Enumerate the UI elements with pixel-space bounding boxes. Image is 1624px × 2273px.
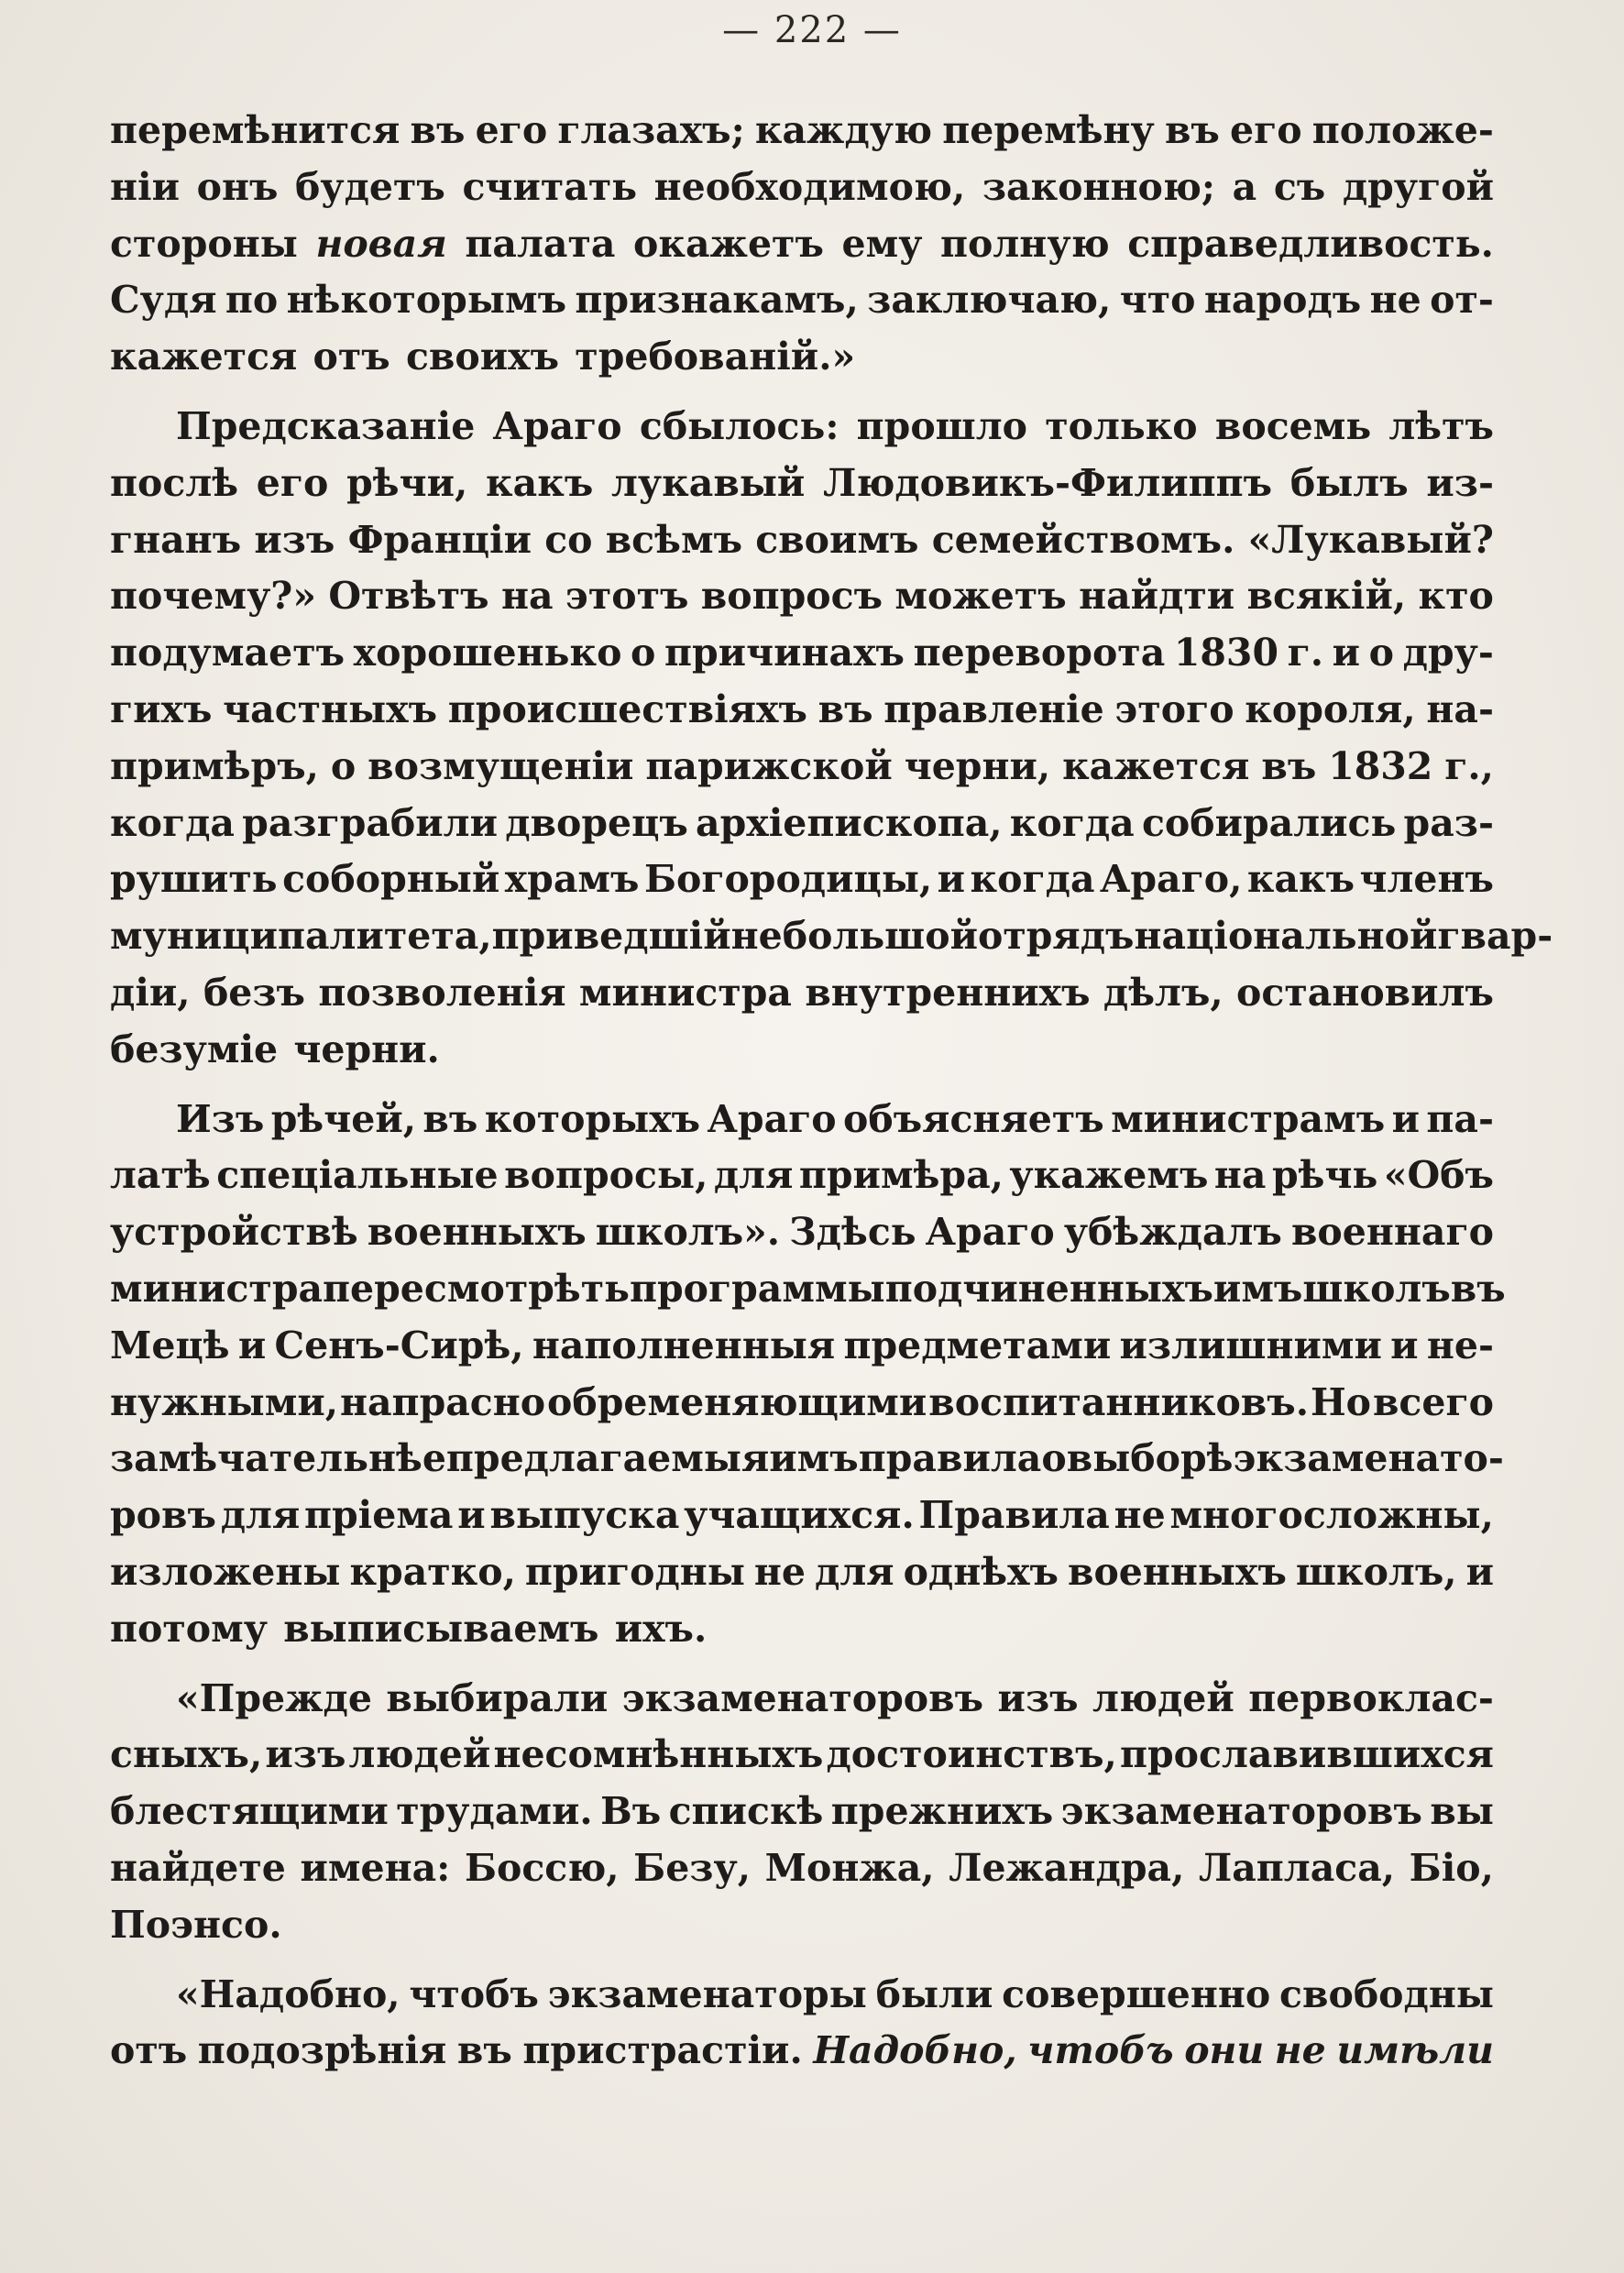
word: хорошенько: [353, 631, 622, 675]
word: Изъ: [176, 1096, 265, 1141]
word: когда: [1009, 800, 1135, 845]
word: пересмотрѣть: [323, 1266, 630, 1311]
word: и: [457, 1493, 486, 1538]
word: рѣчи,: [346, 460, 468, 505]
word: раз-: [1403, 800, 1494, 845]
word: школъ: [1302, 1266, 1451, 1311]
text-line: [110, 1601, 1494, 1658]
word: когда: [110, 800, 235, 845]
word: Здѣсь: [789, 1210, 916, 1255]
word: вопросы,: [504, 1153, 708, 1198]
text-line: [110, 1897, 1494, 1954]
word: многосложны,: [1169, 1493, 1494, 1538]
paragraph-gap: [110, 1079, 1494, 1092]
word: излишними: [1119, 1323, 1382, 1367]
word: которыхъ: [484, 1096, 701, 1141]
word: кратко,: [349, 1549, 516, 1594]
word: полную: [940, 221, 1110, 266]
word: экзаменаторовъ: [1060, 1789, 1422, 1834]
word: Судя: [110, 278, 217, 323]
word: прежнихъ: [830, 1789, 1054, 1834]
word: дворецъ: [505, 800, 688, 845]
word: замѣчательнѣе: [110, 1436, 446, 1481]
word: латѣ: [110, 1153, 211, 1198]
word: черни.: [293, 1027, 440, 1071]
word: устройствѣ: [110, 1210, 358, 1255]
word: о: [631, 631, 656, 675]
word: рѣчь: [1271, 1153, 1378, 1198]
word: «Объ: [1383, 1153, 1494, 1198]
word: подозрѣнія: [197, 2028, 447, 2073]
word: частныхъ: [223, 686, 438, 731]
text-line: [110, 1488, 1494, 1544]
word: въ: [1261, 743, 1317, 788]
word: наполненныя: [532, 1323, 836, 1367]
word: программы: [629, 1266, 885, 1311]
word: короля,: [1245, 686, 1416, 731]
word: считать: [462, 164, 638, 209]
text-line: [110, 1431, 1504, 1488]
word: въ: [456, 2028, 512, 2073]
word: гнанъ: [110, 517, 242, 562]
word: достоинствъ,: [826, 1732, 1117, 1777]
text-line: [110, 399, 1494, 456]
word: какъ: [486, 460, 594, 505]
word: народъ: [1203, 278, 1362, 323]
word: позволенія: [318, 970, 566, 1015]
word: парижской: [645, 743, 893, 788]
word: и: [237, 1323, 267, 1367]
text-line: [110, 1967, 1494, 2024]
word: министра: [578, 970, 792, 1015]
word: гвар-: [1437, 914, 1553, 959]
text-line: [110, 272, 1494, 329]
word: о: [1368, 631, 1395, 675]
word: выписываемъ: [283, 1606, 599, 1651]
word: выпуска: [489, 1493, 680, 1538]
text-line: [110, 216, 1494, 273]
word: военныхъ: [1067, 1549, 1287, 1594]
text-line: [110, 1840, 1494, 1897]
word: этотъ: [565, 574, 689, 619]
word: Лапласа,: [1198, 1845, 1396, 1890]
word: военнаго: [1290, 1210, 1494, 1255]
word: о: [1041, 1436, 1067, 1481]
word: дру-: [1402, 631, 1494, 675]
word: что: [1119, 278, 1196, 323]
text-line: [110, 512, 1494, 569]
word: соборный: [282, 857, 500, 902]
word: другой: [1342, 164, 1494, 209]
word: Сенъ-Сирѣ,: [274, 1323, 524, 1367]
text-line: [110, 2023, 1494, 2080]
word: признакамъ,: [575, 278, 859, 323]
word: потому: [110, 1606, 268, 1651]
word: на: [500, 574, 554, 619]
word: министрамъ: [1111, 1096, 1386, 1141]
word: кажется: [1062, 743, 1250, 788]
word: своихъ: [405, 335, 560, 379]
word: кто: [1418, 574, 1494, 619]
word: они: [1184, 2028, 1265, 2073]
word: людей: [1092, 1675, 1234, 1720]
word: Безу,: [633, 1845, 751, 1890]
word: съ: [1273, 164, 1326, 209]
word: спискѣ: [668, 1789, 824, 1834]
word: гихъ: [110, 686, 213, 731]
word: небольшой: [730, 914, 978, 959]
word: имѣли: [1336, 2028, 1494, 2073]
word: а: [1232, 164, 1257, 209]
word: въ: [817, 686, 873, 731]
word: перемѣну: [942, 108, 1155, 152]
paragraph: [110, 103, 1494, 386]
text-line: [110, 1727, 1494, 1784]
word: внутреннихъ: [805, 970, 1091, 1015]
word: по: [225, 278, 279, 323]
word: для: [815, 1549, 894, 1594]
paragraph-gap: [110, 386, 1494, 399]
word: имена:: [300, 1845, 451, 1890]
word: 1830: [1173, 631, 1278, 675]
word: ихъ.: [614, 1606, 708, 1651]
word: въ: [1164, 108, 1220, 152]
word: послѣ: [110, 460, 239, 505]
word: были: [875, 1971, 993, 2016]
word: ровъ: [110, 1493, 216, 1538]
word: его: [1230, 108, 1302, 152]
word: безуміе: [110, 1027, 279, 1071]
word: каждую: [754, 108, 933, 152]
word: и: [937, 857, 966, 902]
word: Отвѣтъ: [328, 574, 489, 619]
word: всякій,: [1246, 574, 1407, 619]
word: «Лукавый?: [1247, 517, 1494, 562]
text-line: [110, 1204, 1494, 1261]
word: въ: [1450, 1266, 1506, 1311]
text-line: [110, 1784, 1494, 1840]
text-line: [110, 965, 1494, 1022]
word: черни,: [904, 743, 1051, 788]
word: имъ: [1213, 1266, 1303, 1311]
word: Монжа,: [764, 1845, 935, 1890]
word: найдти: [1079, 574, 1235, 619]
word: правленіе: [883, 686, 1104, 731]
word: глазахъ;: [557, 108, 745, 152]
word: ему: [841, 221, 923, 266]
word: школъ».: [595, 1210, 781, 1255]
word: вопросъ: [700, 574, 883, 619]
word: происшествіяхъ: [447, 686, 807, 731]
word: Боссю,: [464, 1845, 620, 1890]
word: экзаменаторы: [547, 1971, 867, 2016]
word: палата: [465, 221, 616, 266]
word: когда: [970, 857, 1095, 902]
text-line: [110, 1671, 1494, 1728]
word: новая: [315, 221, 447, 266]
word: Араго,: [1099, 857, 1243, 902]
word: въ: [410, 108, 466, 152]
word: несомнѣнныхъ: [493, 1732, 824, 1777]
word: примѣра,: [798, 1153, 1004, 1198]
word: г.: [1287, 631, 1324, 675]
word: Франціи: [347, 517, 532, 562]
word: для: [220, 1493, 301, 1538]
word: отъ: [110, 2028, 188, 2073]
word: г.,: [1444, 743, 1494, 788]
word: безъ: [203, 970, 305, 1015]
body-text: [110, 103, 1553, 2080]
text-line: [110, 739, 1494, 796]
word: предметами: [843, 1323, 1112, 1367]
word: сбылось:: [639, 403, 839, 448]
word: ніи: [110, 164, 180, 209]
word: Предсказаніе: [176, 403, 476, 448]
word: Людовикъ-Филиппъ: [823, 460, 1273, 505]
word: со: [544, 517, 593, 562]
word: не-: [1426, 1323, 1494, 1367]
paragraph: [110, 1671, 1494, 1954]
word: «Надобно,: [176, 1971, 401, 2016]
word: справедливость.: [1127, 221, 1494, 266]
word: дѣлъ,: [1103, 970, 1223, 1015]
word: окажетъ: [633, 221, 824, 266]
word: убѣждалъ: [1063, 1210, 1282, 1255]
word: переворота: [913, 631, 1166, 675]
word: рушить: [110, 857, 278, 902]
text-line: [110, 1092, 1494, 1148]
word: не: [1369, 278, 1421, 323]
word: предлагаемыя: [445, 1436, 770, 1481]
word: нѣкоторымъ: [286, 278, 567, 323]
word: не: [753, 1549, 807, 1594]
word: необходимою,: [653, 164, 966, 209]
word: Араго: [707, 1096, 837, 1141]
word: министра: [110, 1266, 324, 1311]
paragraph-gap: [110, 1954, 1494, 1967]
word: Лежандра,: [949, 1845, 1185, 1890]
word: прославившихся: [1119, 1732, 1494, 1777]
word: обременяющими: [547, 1379, 927, 1424]
word: своимъ: [755, 517, 919, 562]
word: только: [1045, 403, 1198, 448]
word: законною;: [982, 164, 1216, 209]
word: въ: [422, 1096, 478, 1141]
text-line: [110, 682, 1494, 739]
word: перемѣнится: [110, 108, 401, 152]
word: правила: [858, 1436, 1042, 1481]
word: из-: [1426, 460, 1494, 505]
word: подумаетъ: [110, 631, 346, 675]
paragraph: [110, 399, 1553, 1079]
word: совершенно: [1002, 1971, 1271, 2016]
word: Біо,: [1409, 1845, 1494, 1890]
word: положе-: [1311, 108, 1494, 152]
word: архіепископа,: [696, 800, 1003, 845]
word: муниципалитета,: [110, 914, 492, 959]
word: выборѣ: [1066, 1436, 1234, 1481]
word: «Прежде: [176, 1675, 372, 1720]
word: экзаменато-: [1233, 1436, 1504, 1481]
word: его: [256, 460, 329, 505]
word: трудами.: [396, 1789, 593, 1834]
word: Араго: [925, 1210, 1055, 1255]
word: пригодны: [524, 1549, 745, 1594]
word: на: [1213, 1153, 1267, 1198]
word: найдете: [110, 1845, 286, 1890]
word: лукавый: [611, 460, 806, 505]
text-line: [110, 568, 1494, 625]
text-line: [110, 1022, 1494, 1079]
word: собирались: [1141, 800, 1397, 845]
word: былъ: [1289, 460, 1409, 505]
word: не: [1274, 2028, 1326, 2073]
word: изъ: [997, 1675, 1079, 1720]
word: воспитанниковъ.: [928, 1379, 1310, 1424]
word: не: [1114, 1493, 1166, 1538]
text-line: [110, 1318, 1494, 1375]
word: храмъ: [504, 857, 640, 902]
word: изложены: [110, 1549, 341, 1594]
text-line: [110, 1544, 1494, 1601]
word: вы: [1430, 1789, 1494, 1834]
word: чтобъ: [1027, 2028, 1174, 2073]
word: Араго: [492, 403, 622, 448]
word: на-: [1426, 686, 1494, 731]
word: всѣмъ: [605, 517, 743, 562]
word: имъ: [769, 1436, 859, 1481]
word: школъ,: [1295, 1549, 1457, 1594]
text-line: [110, 329, 1494, 386]
text-line: [110, 796, 1494, 852]
word: нужными,: [110, 1379, 339, 1424]
word: онъ: [196, 164, 279, 209]
word: разграбили: [242, 800, 499, 845]
word: почему?»: [110, 574, 316, 619]
word: примѣръ,: [110, 743, 319, 788]
word: Поэнсо.: [110, 1902, 282, 1947]
word: рѣчей,: [270, 1096, 417, 1141]
paragraph-gap: [110, 1658, 1494, 1671]
word: приведшій: [491, 914, 731, 959]
word: о: [330, 743, 357, 788]
word: военныхъ: [367, 1210, 587, 1255]
word: кажется: [110, 335, 298, 379]
word: возмущеніи: [368, 743, 634, 788]
word: отрядъ: [978, 914, 1135, 959]
text-line: [110, 908, 1553, 965]
word: членъ: [1359, 857, 1494, 902]
word: восемь: [1214, 403, 1372, 448]
word: экзаменаторовъ: [621, 1675, 984, 1720]
word: напрасно: [339, 1379, 546, 1424]
word: Мецѣ: [110, 1323, 230, 1367]
text-line: [110, 1375, 1494, 1432]
word: и: [1391, 1096, 1420, 1141]
word: можетъ: [894, 574, 1067, 619]
word: какъ: [1246, 857, 1355, 902]
page-number: — 222 —: [722, 9, 902, 51]
word: всего: [1372, 1379, 1494, 1424]
word: людей: [348, 1732, 491, 1777]
paragraph: [110, 1092, 1506, 1658]
text-line: [110, 103, 1494, 159]
word: Надобно,: [813, 2028, 1017, 2073]
word: от-: [1430, 278, 1494, 323]
word: чтобъ: [409, 1971, 539, 2016]
word: Въ: [600, 1789, 662, 1834]
paragraph: [110, 1967, 1494, 2081]
word: подчиненныхъ: [884, 1266, 1213, 1311]
text-line: [110, 625, 1494, 682]
word: спеціальные: [216, 1153, 499, 1198]
word: Богородицы,: [643, 857, 933, 902]
word: семействомъ.: [931, 517, 1235, 562]
text-line: [110, 159, 1494, 216]
text-line: [110, 1147, 1494, 1204]
text-line: [110, 1261, 1506, 1318]
word: однѣхъ: [903, 1549, 1059, 1594]
word: объясняетъ: [843, 1096, 1104, 1141]
word: его: [475, 108, 548, 152]
word: Правила: [918, 1493, 1110, 1538]
word: сныхъ,: [110, 1732, 263, 1777]
word: требованій.»: [575, 335, 856, 379]
word: па-: [1426, 1096, 1494, 1141]
word: и: [1332, 631, 1361, 675]
word: діи,: [110, 970, 191, 1015]
word: первоклас-: [1248, 1675, 1494, 1720]
word: національной: [1134, 914, 1438, 959]
word: Но: [1310, 1379, 1372, 1424]
word: прошло: [856, 403, 1027, 448]
word: укажемъ: [1009, 1153, 1209, 1198]
word: отъ: [313, 335, 390, 379]
word: заключаю,: [867, 278, 1112, 323]
word: остановилъ: [1236, 970, 1494, 1015]
word: учащихся.: [684, 1493, 915, 1538]
word: выбирали: [386, 1675, 609, 1720]
word: блестящими: [110, 1789, 389, 1834]
word: 1832: [1328, 743, 1433, 788]
word: пріема: [303, 1493, 454, 1538]
text-line: [110, 456, 1494, 512]
word: для: [713, 1153, 794, 1198]
word: причинахъ: [664, 631, 905, 675]
word: пристрастіи.: [522, 2028, 803, 2073]
word: этого: [1114, 686, 1234, 731]
word: и: [1390, 1323, 1419, 1367]
word: и: [1465, 1549, 1494, 1594]
text-line: [110, 851, 1494, 908]
word: будетъ: [295, 164, 445, 209]
word: изъ: [254, 517, 335, 562]
word: свободны: [1279, 1971, 1494, 2016]
word: изъ: [265, 1732, 346, 1777]
word: стороны: [110, 221, 298, 266]
word: лѣтъ: [1388, 403, 1494, 448]
